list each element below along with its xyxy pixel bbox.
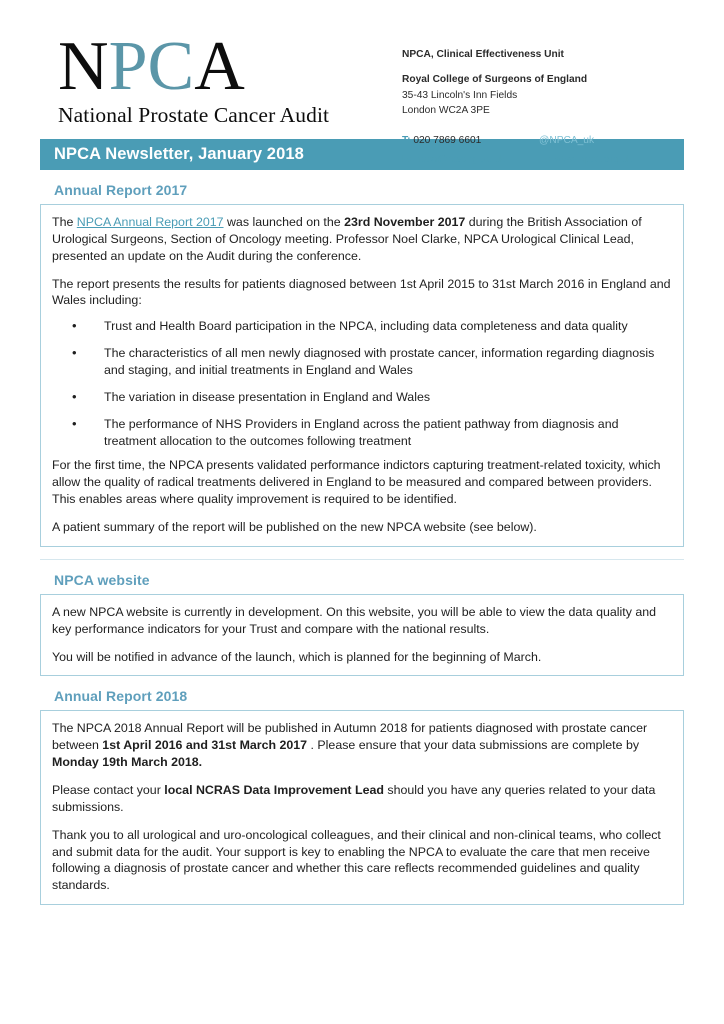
list-item: • The characteristics of all men newly diagnosed with prostate cancer, information regarding diagnosis and staging, and initial treatments in England and Wales — [52, 345, 672, 379]
paragraph-report-2018 — [52, 720, 672, 771]
list-item: • The performance of NHS Providers in England across the patient pathway from diagnosis and treatment allocation to the outcomes following treatment — [52, 416, 672, 450]
contact-address-line-2: London WC2A 3PE — [402, 105, 490, 117]
logo-letters-pc: PC — [108, 28, 195, 105]
section-heading-annual-report-2017: Annual Report 2017 — [54, 182, 188, 198]
newsletter-title: NPCA Newsletter, January 2018 — [54, 145, 304, 163]
email-link[interactable]: npca@rcseng.ac.uk — [415, 154, 506, 166]
paragraph-website-launch: You will be notified in advance of the launch, which is planned for the beginning of March. — [52, 649, 542, 664]
paragraph-thank-you: Thank you to all urological and uro-oncological colleagues, and their clinical and non-clinical teams, who collect and submit data for the audit. Your support is key to enabling the NPCA to evaluate the care that men receive following a diagnosis of prostate cancer and whether this care reflects recommended guidelines and quality standards. — [52, 827, 661, 893]
list-item: • The variation in disease presentation in England and Wales — [52, 389, 672, 406]
section-heading-npca-website: NPCA website — [54, 571, 150, 588]
paragraph-report-launch — [52, 214, 672, 265]
text-fragment: The — [52, 215, 77, 229]
launch-date: 23rd November 2017 — [344, 215, 466, 229]
text-fragment: Please contact your — [52, 783, 165, 798]
ncras-lead: local NCRAS Data Improvement Lead — [164, 783, 384, 798]
twitter-row[interactable] — [539, 133, 684, 149]
logo-letter-n: N — [58, 28, 109, 105]
text-fragment: The NPCA 2018 Annual Report will be published in Autumn 2018 for patients diagnosed with prostate cancer between — [52, 721, 648, 753]
paragraph-patient-summary: A patient summary of the report will be published on the new NPCA website (see below). — [52, 520, 537, 535]
website-link[interactable]: www.npca.org.uk — [554, 154, 633, 166]
email-label: E: — [402, 154, 413, 166]
logo-subtitle: National Prostate Cancer Audit — [58, 102, 330, 127]
text-fragment: was launched on the — [223, 215, 345, 229]
web-label: W: — [539, 154, 552, 166]
text-fragment: during the British Association of Urological Surgeons, Section of Oncology meeting. Professor Noel Clarke, NPCA Urological Clinical Lead, presented an update on the Audit during the conference. — [52, 215, 642, 263]
paragraph-website-development: A new NPCA website is currently in development. On this website, you will be able to view the data quality and key performance indicators for your Trust and compare with the national results. — [52, 604, 657, 636]
contact-details — [370, 34, 684, 168]
phone-row — [402, 133, 539, 149]
npca-logo — [40, 28, 370, 128]
section-heading-annual-report-2018: Annual Report 2018 — [54, 688, 188, 705]
paragraph-report-scope: The report presents the results for patients diagnosed between 1st April 2015 to 31st March 2016 in England and Wales including: — [52, 276, 671, 308]
contact-unit: NPCA, Clinical Effectiveness Unit — [402, 49, 564, 60]
phone-value: 020 7869 6601 — [413, 135, 482, 147]
section-box-npca-website — [40, 594, 684, 677]
twitter-handle[interactable]: @NPCA_uk — [539, 135, 595, 147]
web-row — [539, 152, 684, 168]
list-item: • Trust and Health Board participation in the NPCA, including data completeness and data quality — [52, 318, 672, 335]
contact-links — [402, 133, 684, 168]
submission-deadline: Monday 19th March 2018. — [52, 755, 203, 770]
annual-report-2017-link[interactable]: NPCA Annual Report 2017 — [76, 215, 224, 229]
diagnosis-period: 1st April 2016 and 31st March 2017 — [102, 738, 308, 753]
contact-organisation: Royal College of Surgeons of England — [402, 73, 588, 85]
section-box-annual-report-2018 — [40, 710, 684, 905]
email-row — [402, 152, 539, 168]
paragraph-performance-indicators: For the first time, the NPCA presents validated performance indictors capturing treatment-related toxicity, which allow the quality of radical treatments delivered in England to be measured and compared between providers. This enables areas where quality improvement is required to be identified. — [52, 458, 661, 507]
contact-address-line-1: 35-43 Lincoln's Inn Fields — [402, 89, 518, 101]
text-fragment: . Please ensure that your data submissions are complete by — [307, 738, 640, 753]
logo-letter-a: A — [194, 28, 245, 105]
phone-label: T: — [402, 135, 411, 147]
text-fragment: should you have any queries related to your data submissions. — [52, 783, 656, 814]
section-divider — [40, 559, 684, 560]
section-box-annual-report-2017 — [40, 204, 684, 547]
logo-wordmark — [58, 28, 370, 105]
report-contents-list — [52, 318, 672, 449]
paragraph-contact-lead — [52, 782, 672, 816]
